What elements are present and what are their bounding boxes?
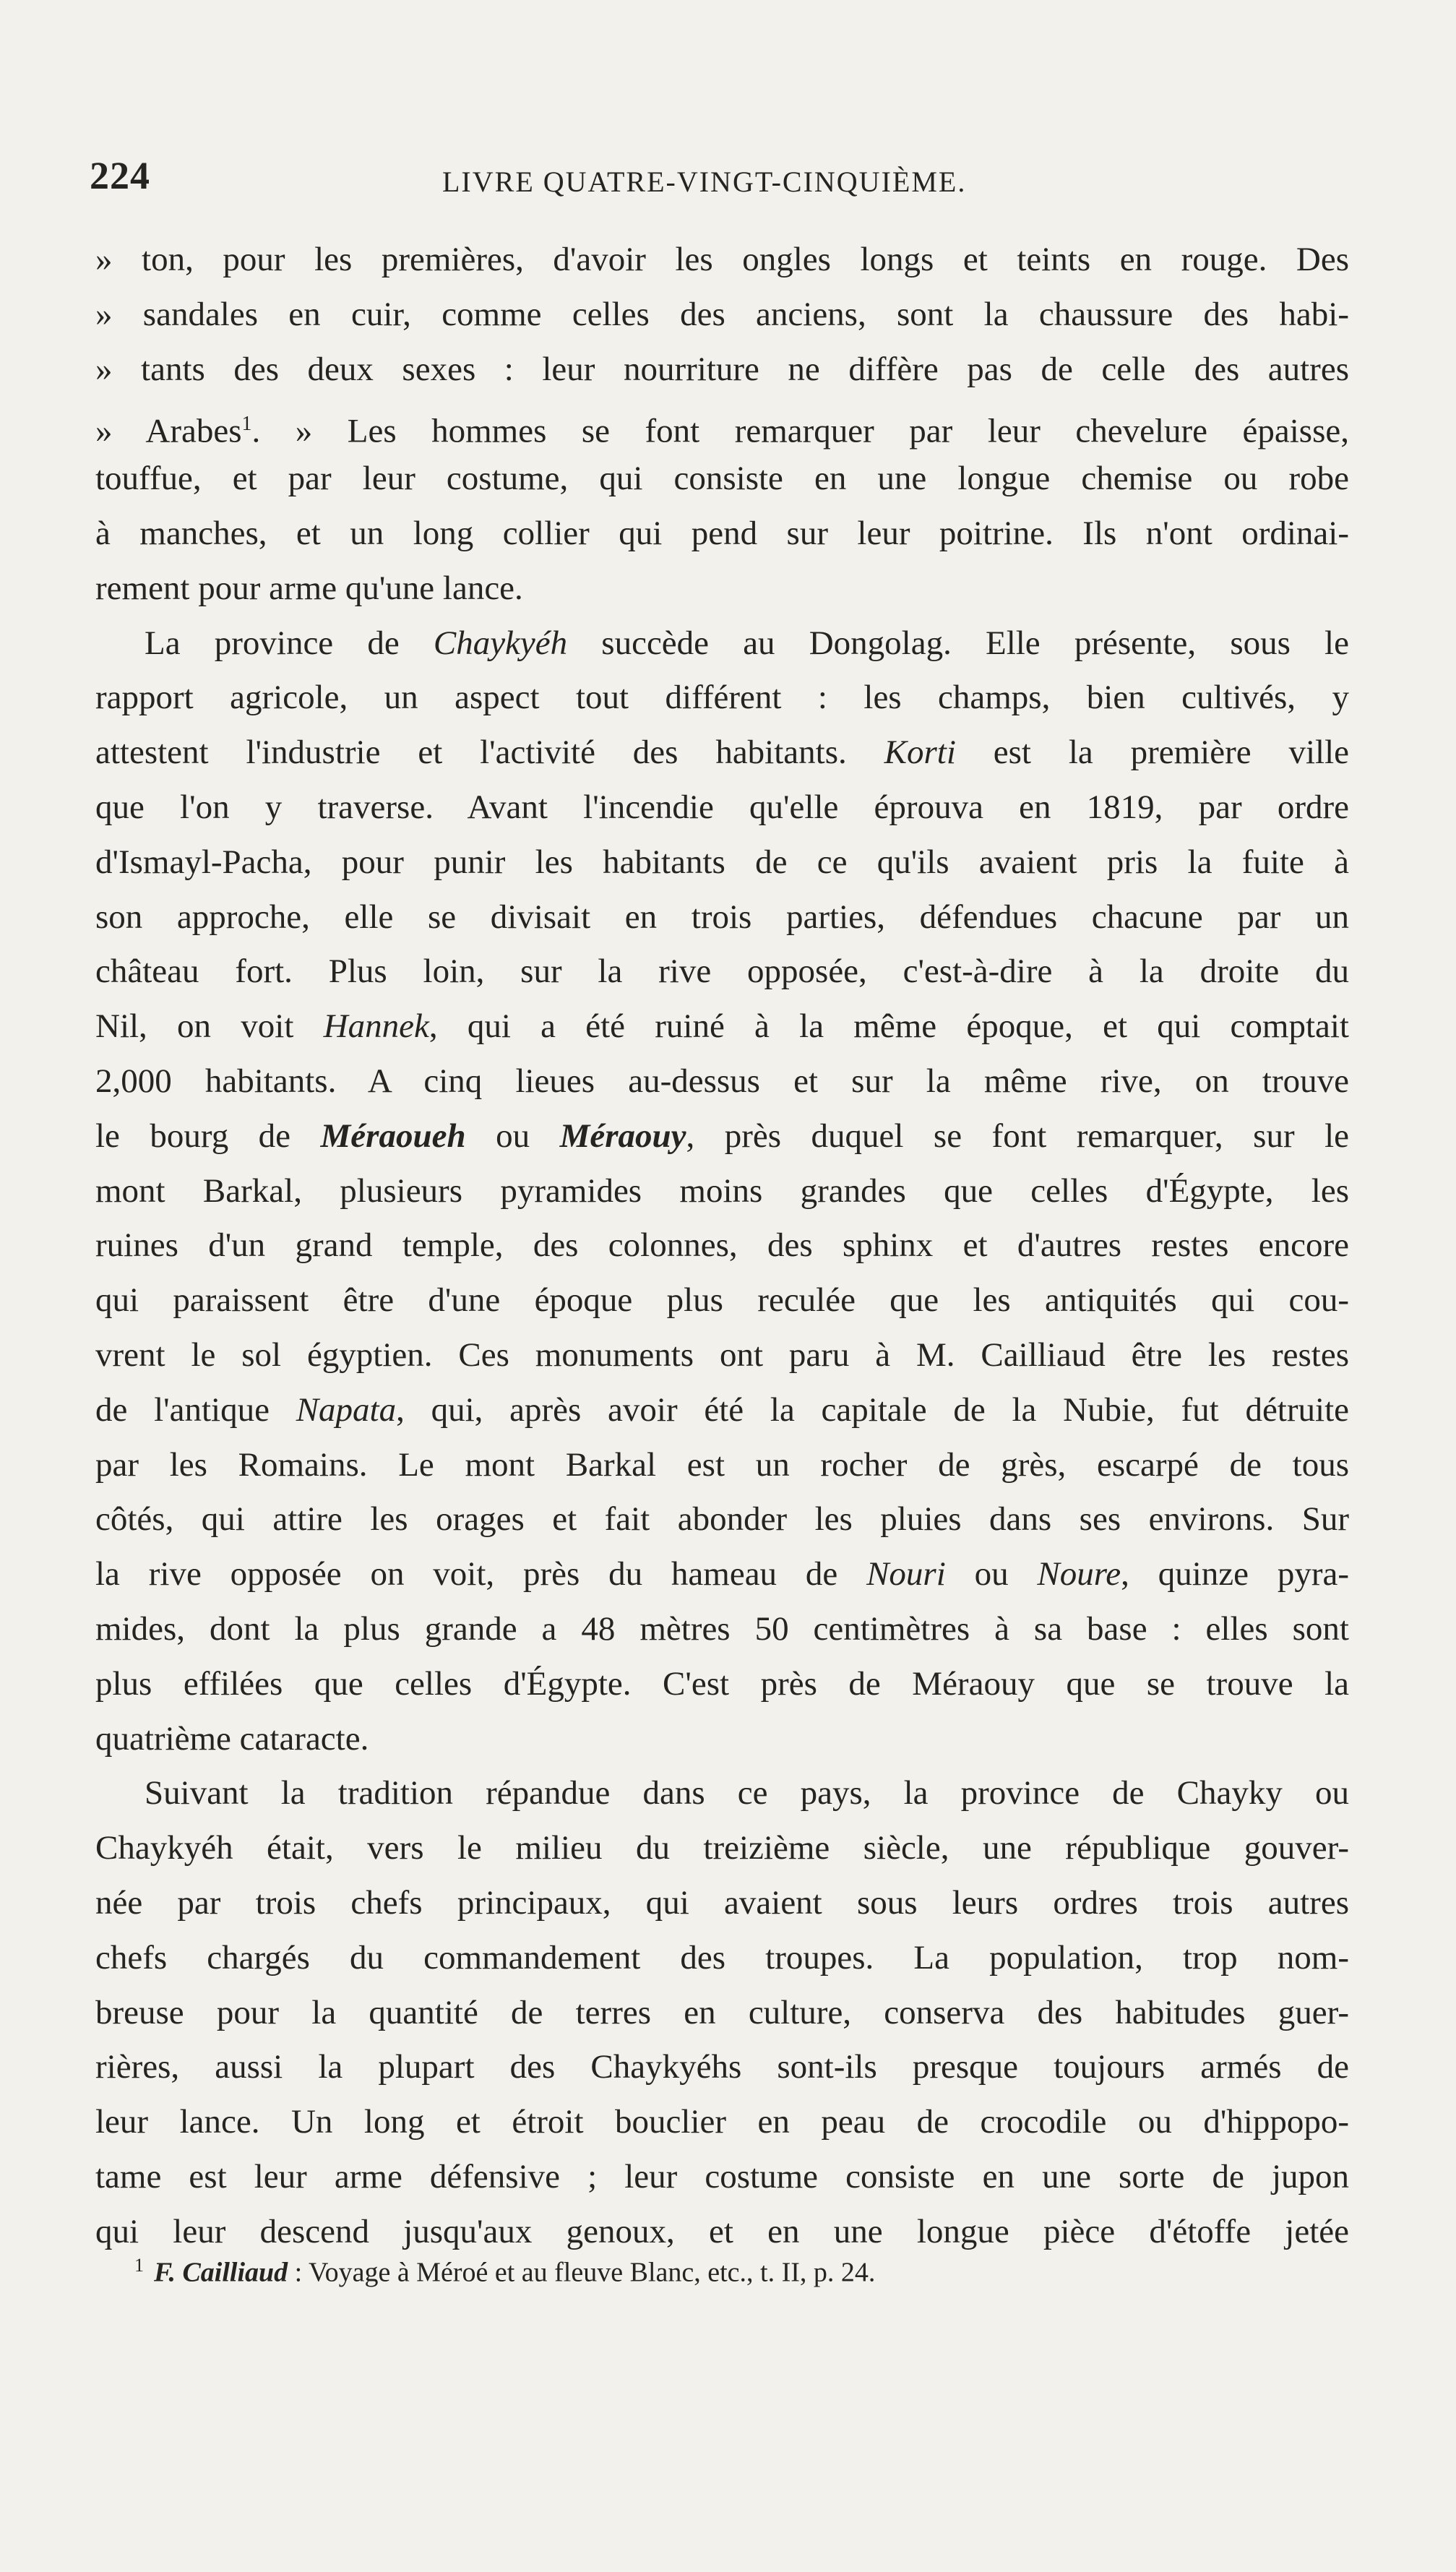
text-line — [95, 1109, 1349, 1164]
text-span: ou — [465, 1117, 560, 1155]
text-line: leur lance. Un long et étroit bouclier en peau de crocodile ou d'hippopo- — [95, 2103, 1349, 2141]
text-line: rières, aussi la plupart des Chaykyéhs sont-ils presque toujours armés de — [95, 2048, 1349, 2086]
text-line: quatrième cataracte. — [95, 1719, 369, 1758]
text-span: la rive opposée on voit, près du hameau de — [95, 1555, 867, 1593]
text-line — [95, 1547, 1349, 1602]
text-line — [95, 616, 1349, 671]
text-line: chefs chargés du commandement des troupes. La population, trop nom- — [95, 1938, 1349, 1977]
text-line — [95, 1383, 1349, 1438]
text-span: ou — [945, 1555, 1038, 1593]
body-text — [95, 233, 1349, 2259]
text-line: son approche, elle se divisait en trois parties, défendues chacune par un — [95, 898, 1349, 936]
footnote — [134, 2255, 875, 2289]
text-span: attestent l'industrie et l'activité des habitants. — [95, 734, 884, 772]
place-name: Chaykyéh — [433, 624, 568, 662]
text-span: succède au Dongolag. Elle présente, sous le — [567, 624, 1349, 662]
place-name: Hannek — [323, 1007, 429, 1046]
place-name: Napata — [296, 1390, 397, 1429]
footnote-author: F. Cailliaud — [154, 2257, 288, 2288]
text-line: ruines d'un grand temple, des colonnes, des sphinx et d'autres restes encore — [95, 1226, 1349, 1265]
text-line: rement pour arme qu'une lance. — [95, 569, 523, 607]
text-line: touffue, et par leur costume, qui consiste en une longue chemise ou robe — [95, 460, 1349, 498]
page-number: 224 — [90, 154, 150, 197]
text-span: , qui a été ruiné à la même époque, et qui comptait — [428, 1007, 1349, 1046]
running-head: LIVRE QUATRE-VINGT-CINQUIÈME. — [442, 165, 967, 198]
footnote-mark: 1 — [134, 2255, 144, 2276]
text-span: le bourg de — [95, 1117, 321, 1155]
text-line: d'Ismayl-Pacha, pour punir les habitants de ce qu'ils avaient pris la fuite à — [95, 843, 1349, 881]
text-line: rapport agricole, un aspect tout différent : les champs, bien cultivés, y — [95, 679, 1349, 717]
text-line: » tants des deux sexes : leur nourriture ne diffère pas de celle des autres — [95, 350, 1349, 388]
text-span: est la première ville — [955, 734, 1349, 772]
text-line: plus effilées que celles d'Égypte. C'est près de Méraouy que se trouve la — [95, 1664, 1349, 1703]
text-span: . » Les hommes se font remarquer par leur chevelure épaisse, — [251, 413, 1349, 451]
text-line: qui paraissent être d'une époque plus reculée que les antiquités qui cou- — [95, 1281, 1349, 1320]
footnote-reference: 1 — [241, 413, 252, 436]
place-name: Nouri — [866, 1555, 946, 1593]
text-line — [95, 726, 1349, 780]
text-line — [95, 397, 1349, 452]
text-line: côtés, qui attire les orages et fait abonder les pluies dans ses environs. Sur — [95, 1500, 1349, 1539]
text-span: , quinze pyra- — [1121, 1555, 1350, 1593]
text-line: vrent le sol égyptien. Ces monuments ont paru à M. Cailliaud être les restes — [95, 1336, 1349, 1374]
place-name: Méraouy — [559, 1117, 686, 1155]
text-line: 2,000 habitants. A cinq lieues au-dessus et sur la même rive, on trouve — [95, 1062, 1349, 1100]
text-span: » Arabes — [95, 413, 242, 451]
place-name: Méraoueh — [320, 1117, 466, 1155]
place-name: Noure — [1037, 1555, 1121, 1593]
text-line: mont Barkal, plusieurs pyramides moins grandes que celles d'Égypte, les — [95, 1171, 1349, 1210]
text-line: à manches, et un long collier qui pend sur leur poitrine. Ils n'ont ordinai- — [95, 514, 1349, 552]
text-span: de l'antique — [95, 1390, 296, 1429]
text-line — [95, 999, 1349, 1054]
text-line: par les Romains. Le mont Barkal est un rocher de grès, escarpé de tous — [95, 1445, 1349, 1484]
text-span: , qui, après avoir été la capitale de la Nubie, fut détruite — [396, 1390, 1349, 1429]
text-span: , près duquel se font remarquer, sur le — [686, 1117, 1349, 1155]
text-line: Chaykyéh était, vers le milieu du treizième siècle, une république gouver- — [95, 1829, 1349, 1867]
text-line: château fort. Plus loin, sur la rive opposée, c'est-à-dire à la droite du — [95, 952, 1349, 991]
text-line: mides, dont la plus grande a 48 mètres 50 centimètres à sa base : elles sont — [95, 1609, 1349, 1648]
text-line: née par trois chefs principaux, qui avaient sous leurs ordres trois autres — [95, 1883, 1349, 1922]
text-line: Suivant la tradition répandue dans ce pays, la province de Chayky ou — [145, 1774, 1349, 1812]
text-line: » ton, pour les premières, d'avoir les ongles longs et teints en rouge. Des — [95, 241, 1349, 278]
text-line: » sandales en cuir, comme celles des anciens, sont la chaussure des habi- — [95, 295, 1349, 333]
text-line: qui leur descend jusqu'aux genoux, et en une longue pièce d'étoffe jetée — [95, 2212, 1349, 2250]
place-name: Korti — [884, 734, 956, 772]
text-span: Nil, on voit — [95, 1007, 324, 1046]
footnote-text: : Voyage à Méroé et au fleuve Blanc, etc., t. II, p. 24. — [288, 2257, 876, 2288]
text-line: breuse pour la quantité de terres en culture, conserva des habitudes guer- — [95, 1993, 1349, 2031]
text-line: que l'on y traverse. Avant l'incendie qu'elle éprouva en 1819, par ordre — [95, 788, 1349, 826]
text-span: La province de — [145, 624, 434, 662]
text-line: tame est leur arme défensive ; leur costume consiste en une sorte de jupon — [95, 2157, 1349, 2195]
